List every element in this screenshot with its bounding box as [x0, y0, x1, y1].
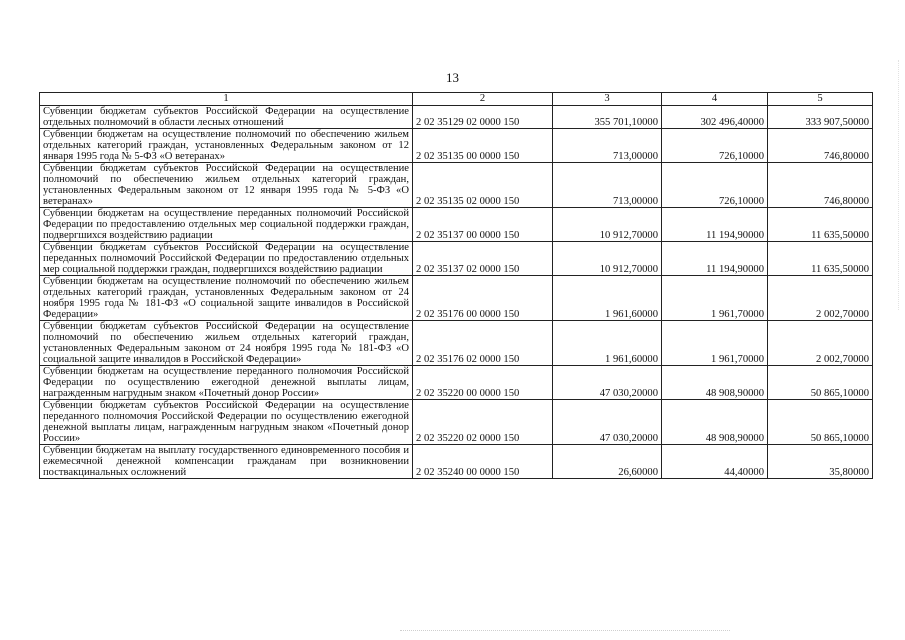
row-value-year3: 11 635,50000	[768, 242, 873, 276]
row-code: 2 02 35176 00 0000 150	[413, 276, 553, 321]
row-name: Субвенции бюджетам субъектов Российской Федерации на осуществление полномочий по обеспечению жильем отдельных категорий граждан, установленных Федеральным законом от 12 января 1995 года № 5-ФЗ «О ветеранах»	[40, 163, 413, 208]
row-value-year1: 47 030,20000	[553, 400, 662, 445]
row-value-year2: 302 496,40000	[662, 106, 768, 129]
row-code: 2 02 35240 00 0000 150	[413, 445, 553, 479]
row-value-year2: 48 908,90000	[662, 400, 768, 445]
row-value-year3: 746,80000	[768, 129, 873, 163]
header-col-4: 4	[662, 93, 768, 106]
table-row	[40, 321, 873, 366]
header-col-3: 3	[553, 93, 662, 106]
row-code: 2 02 35137 00 0000 150	[413, 208, 553, 242]
row-value-year2: 1 961,70000	[662, 321, 768, 366]
row-value-year1: 47 030,20000	[553, 366, 662, 400]
table-row	[40, 208, 873, 242]
row-code: 2 02 35137 02 0000 150	[413, 242, 553, 276]
table-row	[40, 445, 873, 479]
row-value-year2: 11 194,90000	[662, 208, 768, 242]
row-value-year2: 44,40000	[662, 445, 768, 479]
row-name: Субвенции бюджетам на осуществление переданного полномочия Российской Федерации по осуществлению ежегодной денежной выплаты лицам, награжденным нагрудным знаком «Почетный донор России»	[40, 366, 413, 400]
page-number: 13	[446, 70, 459, 85]
header-col-2: 2	[413, 93, 553, 106]
row-value-year2: 48 908,90000	[662, 366, 768, 400]
row-value-year1: 26,60000	[553, 445, 662, 479]
header-col-1: 1	[40, 93, 413, 106]
row-code: 2 02 35135 02 0000 150	[413, 163, 553, 208]
scan-edge-artifact	[898, 60, 900, 310]
row-code: 2 02 35176 02 0000 150	[413, 321, 553, 366]
table-row	[40, 106, 873, 129]
table-row	[40, 163, 873, 208]
row-code: 2 02 35220 02 0000 150	[413, 400, 553, 445]
row-value-year3: 333 907,50000	[768, 106, 873, 129]
row-value-year3: 50 865,10000	[768, 400, 873, 445]
row-code: 2 02 35220 00 0000 150	[413, 366, 553, 400]
scan-artifact	[400, 630, 730, 632]
row-name: Субвенции бюджетам субъектов Российской Федерации на осуществление отдельных полномочий в области лесных отношений	[40, 106, 413, 129]
row-value-year1: 10 912,70000	[553, 242, 662, 276]
row-value-year3: 11 635,50000	[768, 208, 873, 242]
row-value-year1: 10 912,70000	[553, 208, 662, 242]
table-header	[40, 93, 873, 106]
row-value-year1: 355 701,10000	[553, 106, 662, 129]
row-value-year3: 35,80000	[768, 445, 873, 479]
row-value-year1: 713,00000	[553, 129, 662, 163]
row-value-year1: 713,00000	[553, 163, 662, 208]
row-code: 2 02 35129 02 0000 150	[413, 106, 553, 129]
row-value-year1: 1 961,60000	[553, 321, 662, 366]
table-row	[40, 276, 873, 321]
row-value-year1: 1 961,60000	[553, 276, 662, 321]
row-value-year2: 1 961,70000	[662, 276, 768, 321]
row-value-year3: 2 002,70000	[768, 321, 873, 366]
row-name: Субвенции бюджетам на осуществление полномочий по обеспечению жильем отдельных категорий граждан, установленных Федеральным законом от 12 января 1995 года № 5-ФЗ «О ветеранах»	[40, 129, 413, 163]
header-row	[40, 93, 873, 106]
table-row	[40, 400, 873, 445]
table-row	[40, 129, 873, 163]
row-value-year3: 746,80000	[768, 163, 873, 208]
table-body	[40, 106, 873, 479]
row-value-year2: 726,10000	[662, 163, 768, 208]
table-row	[40, 242, 873, 276]
header-col-5: 5	[768, 93, 873, 106]
row-value-year3: 2 002,70000	[768, 276, 873, 321]
row-name: Субвенции бюджетам на осуществление переданных полномочий Российской Федерации по предоставлению отдельных мер социальной поддержки граждан, подвергшихся воздействию радиации	[40, 208, 413, 242]
budget-table	[39, 92, 873, 479]
row-name: Субвенции бюджетам на осуществление полномочий по обеспечению жильем отдельных категорий граждан, установленных Федеральным законом от 24 ноября 1995 года № 181-ФЗ «О социальной защите инвалидов в Российской Федерации»	[40, 276, 413, 321]
row-name: Субвенции бюджетам субъектов Российской Федерации на осуществление переданного полномочия Российской Федерации по осуществлению ежегодной денежной выплаты лицам, награжденным нагрудным знаком «Почетный донор России»	[40, 400, 413, 445]
row-value-year2: 11 194,90000	[662, 242, 768, 276]
row-name: Субвенции бюджетам субъектов Российской Федерации на осуществление переданных полномочий Российской Федерации по предоставлению отдельных мер социальной поддержки граждан, подвергшихся воздействию радиации	[40, 242, 413, 276]
table-row	[40, 366, 873, 400]
row-value-year3: 50 865,10000	[768, 366, 873, 400]
row-value-year2: 726,10000	[662, 129, 768, 163]
row-name: Субвенции бюджетам субъектов Российской Федерации на осуществление полномочий по обеспечению жильем отдельных категорий граждан, установленных Федеральным законом от 24 ноября 1995 года № 181-ФЗ «О социальной защите инвалидов в Российской Федерации»	[40, 321, 413, 366]
row-name: Субвенции бюджетам на выплату государственного единовременного пособия и ежемесячной денежной компенсации гражданам при возникновении поствакцинальных осложнений	[40, 445, 413, 479]
row-code: 2 02 35135 00 0000 150	[413, 129, 553, 163]
